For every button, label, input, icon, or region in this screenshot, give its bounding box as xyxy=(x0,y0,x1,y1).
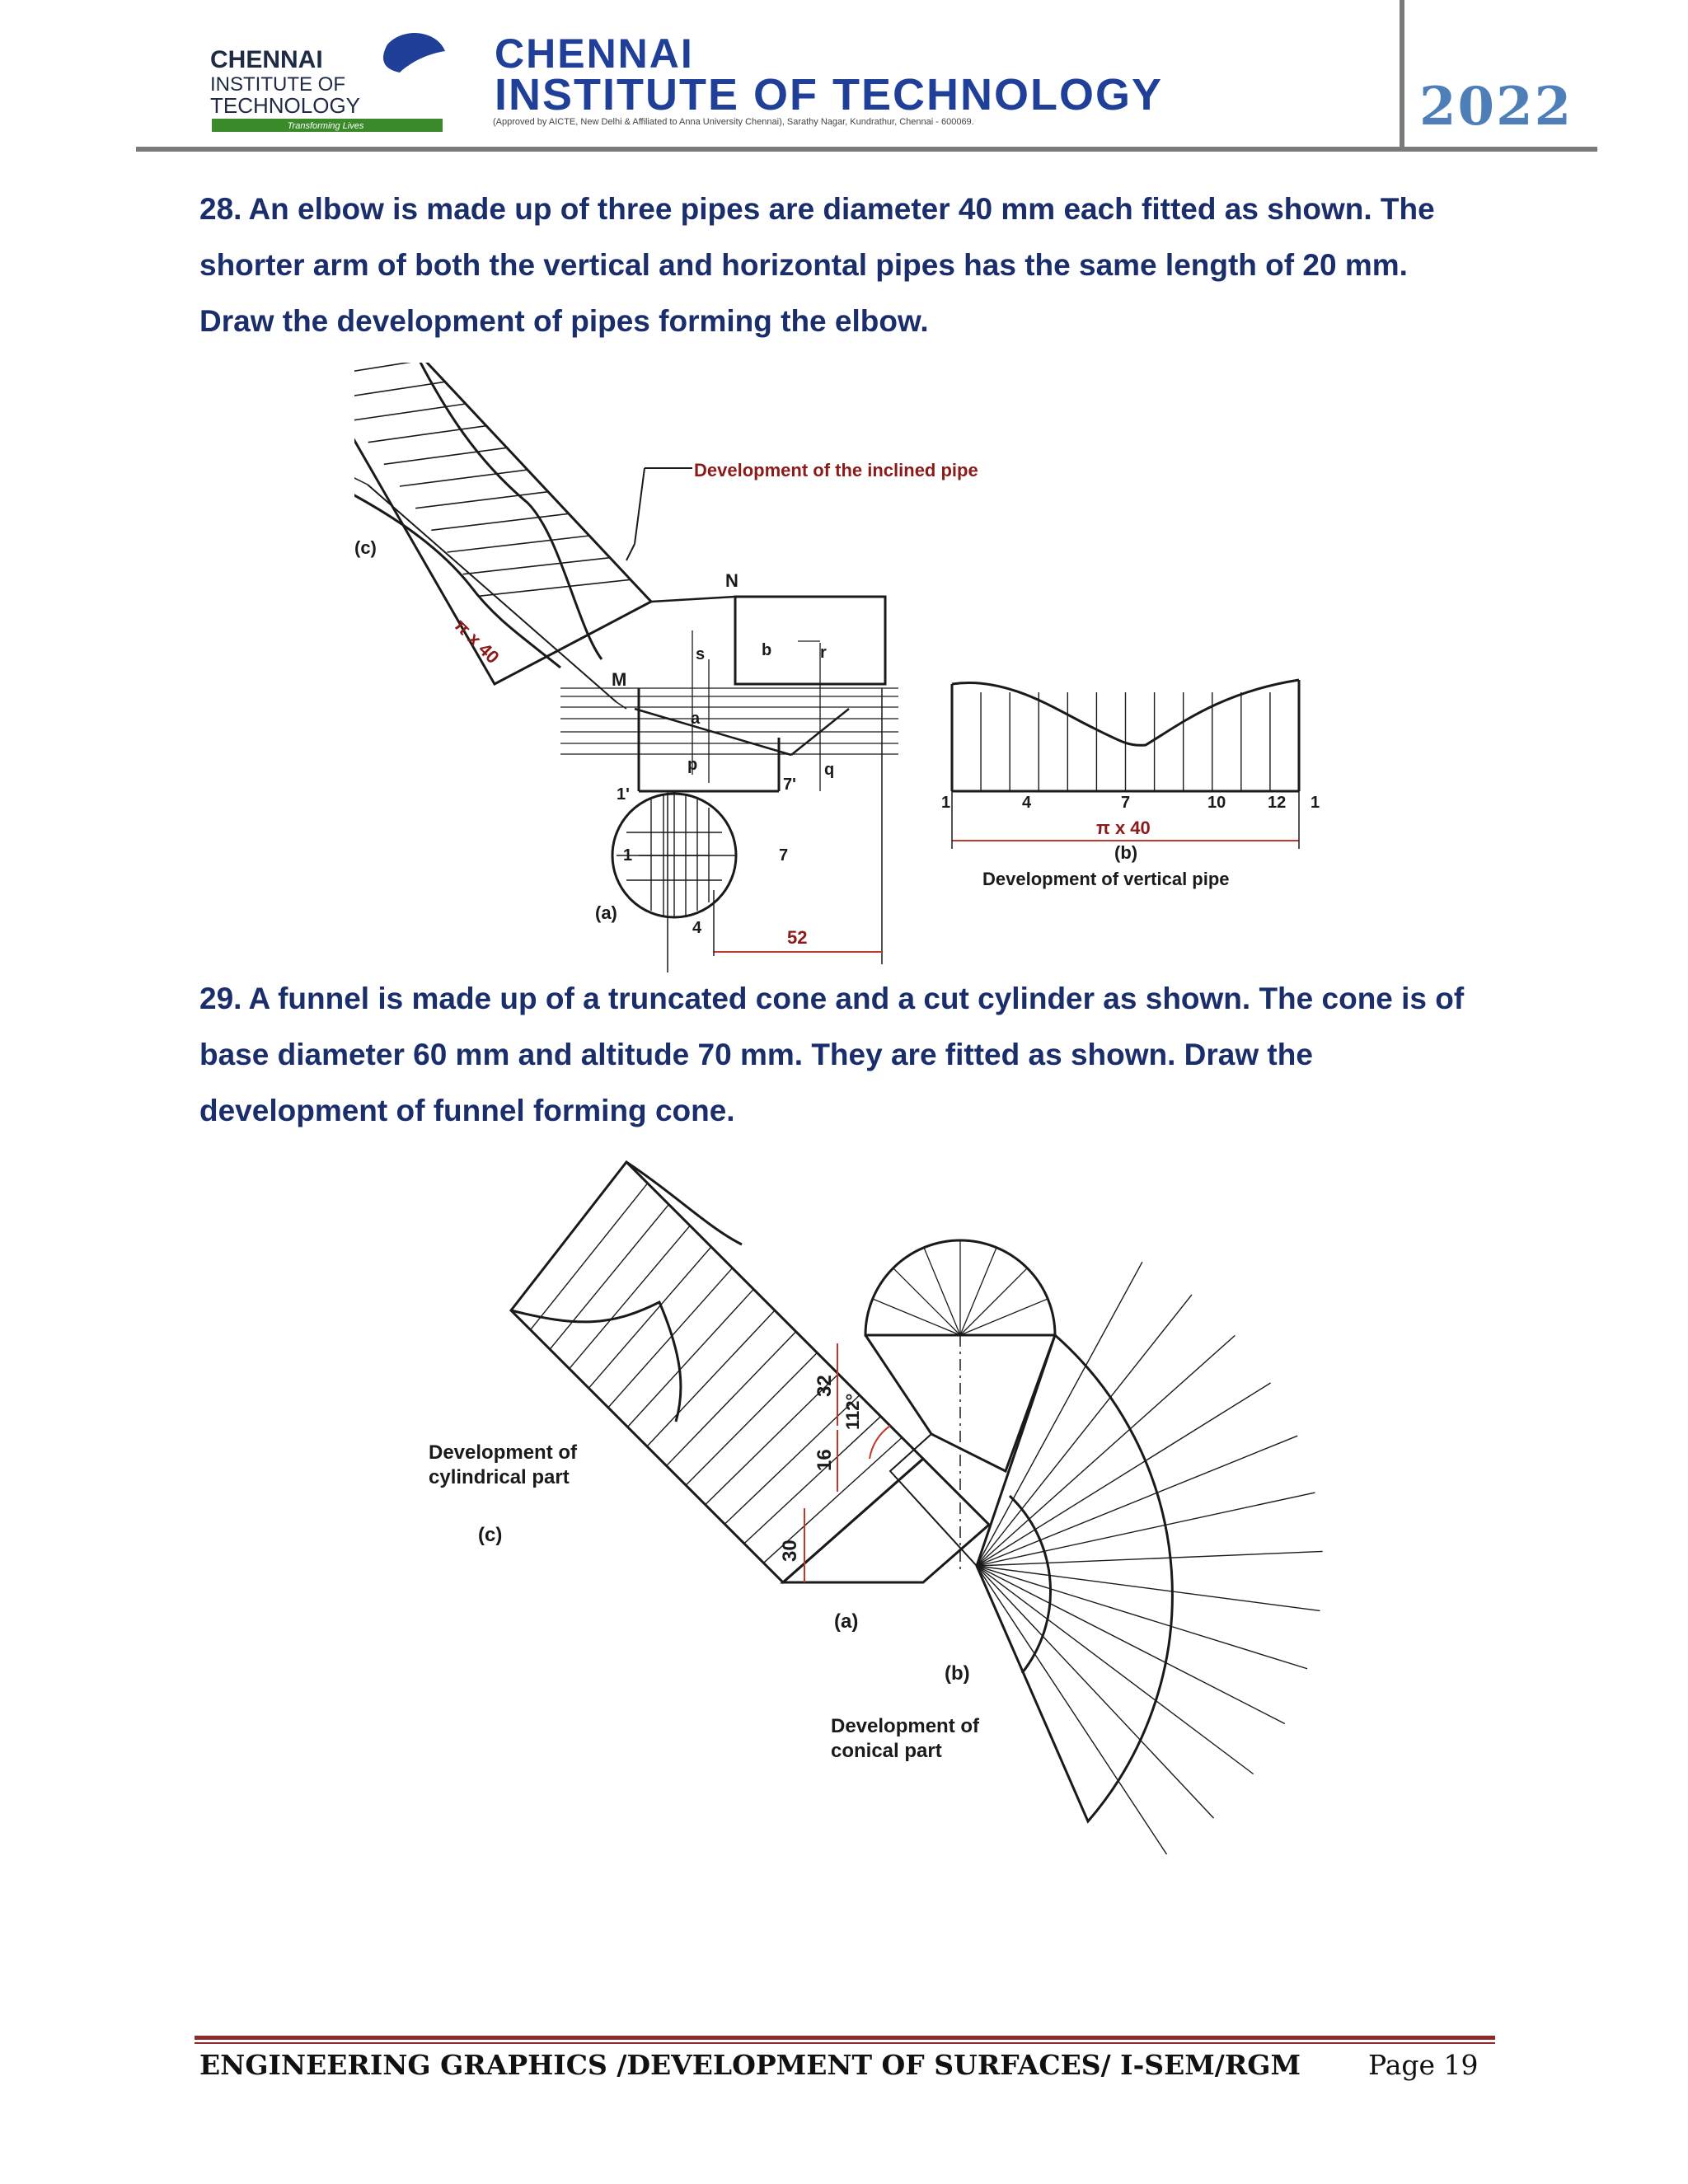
institute-name-line-2: INSTITUTE OF TECHNOLOGY xyxy=(495,70,1163,120)
question-number: 28. xyxy=(199,192,242,226)
dev-num-12: 12 xyxy=(1268,794,1287,812)
semicircle-rays xyxy=(873,1240,1048,1335)
label-cone-2: conical part xyxy=(831,1740,942,1762)
page-number: Page 19 xyxy=(1368,2049,1479,2081)
label-cyl-2: cylindrical part xyxy=(429,1466,570,1488)
question-number: 29. xyxy=(199,982,242,1015)
inclined-pipe-hatching xyxy=(354,363,631,596)
dim-32: 32 xyxy=(814,1375,836,1397)
institute-logo xyxy=(210,18,449,134)
label-pi40-c: π x 40 xyxy=(450,614,504,668)
point-4: 4 xyxy=(692,919,702,937)
cylinder-hatching xyxy=(531,1183,903,1563)
point-1: 1 xyxy=(623,846,633,865)
label-pi40-b: π x 40 xyxy=(1096,818,1151,838)
institute-name-line-1: CHENNAI xyxy=(495,30,694,77)
dim-52: 52 xyxy=(787,927,808,948)
label-a: (a) xyxy=(834,1610,859,1633)
question-text: A funnel is made up of a truncated cone and a cut cylinder as shown. The cone is of base diameter 60 mm and altitude 70 mm. They are fitted as shown. Draw the development of funnel forming cone. xyxy=(199,982,1465,1127)
point-b: b xyxy=(762,641,772,659)
vertical-pipe-hatching xyxy=(981,692,1270,791)
label-c: (c) xyxy=(354,537,377,558)
header-divider-vertical xyxy=(1400,0,1404,150)
point-r: r xyxy=(820,644,827,662)
point-N: N xyxy=(725,570,738,591)
institute-approval: (Approved by AICTE, New Delhi & Affiliated to Anna University Chennai), Sarathy Nagar, Kundrathur, Chennai - 600069. xyxy=(493,117,974,127)
point-s: s xyxy=(696,645,706,663)
logo-line-3: TECHNOLOGY xyxy=(210,93,361,118)
dev-num-1-end: 1 xyxy=(1311,794,1320,812)
question-29 xyxy=(199,971,1485,1139)
point-p: p xyxy=(687,756,698,774)
logo-tagline: Transforming Lives xyxy=(287,121,364,131)
label-c: (c) xyxy=(478,1524,503,1546)
label-cyl-1: Development of xyxy=(429,1441,578,1464)
year: 2022 xyxy=(1419,76,1573,138)
logo-line-1: CHENNAI xyxy=(210,46,323,73)
point-M: M xyxy=(612,669,627,690)
label-b: (b) xyxy=(1114,842,1138,863)
logo-line-2: INSTITUTE OF xyxy=(210,73,345,96)
dev-num-7: 7 xyxy=(1121,794,1131,812)
question-28 xyxy=(199,181,1485,349)
label-inclined-development: Development of the inclined pipe xyxy=(694,460,978,480)
footer-course: ENGINEERING GRAPHICS /DEVELOPMENT OF SURFACES/ I-SEM/RGM xyxy=(199,2049,1301,2081)
point-7-prime: 7' xyxy=(783,776,796,794)
label-cone-1: Development of xyxy=(831,1715,980,1737)
footer-rule-thin xyxy=(195,2042,1495,2044)
header-rule xyxy=(136,147,1597,152)
dim-30: 30 xyxy=(779,1540,801,1562)
dev-num-10: 10 xyxy=(1207,794,1226,812)
point-7: 7 xyxy=(779,846,789,865)
angle-112: 112° xyxy=(842,1393,863,1430)
label-a: (a) xyxy=(595,902,617,923)
figure-funnel-development xyxy=(429,1146,1335,1854)
cone-development-rays xyxy=(977,1262,1323,1854)
footer-rule-thick xyxy=(195,2036,1495,2040)
label-b: (b) xyxy=(945,1662,970,1685)
point-q: q xyxy=(824,761,835,779)
dev-num-4: 4 xyxy=(1022,794,1032,812)
figure-elbow-development xyxy=(354,363,1343,972)
question-text: An elbow is made up of three pipes are diameter 40 mm each fitted as shown. The shorter arm of both the vertical and horizontal pipes has the same length of 20 mm. Draw the development of pipes forming the elbow. xyxy=(199,192,1435,338)
point-a: a xyxy=(691,710,701,728)
dim-16: 16 xyxy=(814,1449,836,1471)
dev-num-1: 1 xyxy=(941,794,951,812)
point-1-prime: 1' xyxy=(617,785,630,804)
label-vertical-development: Development of vertical pipe xyxy=(982,869,1230,889)
